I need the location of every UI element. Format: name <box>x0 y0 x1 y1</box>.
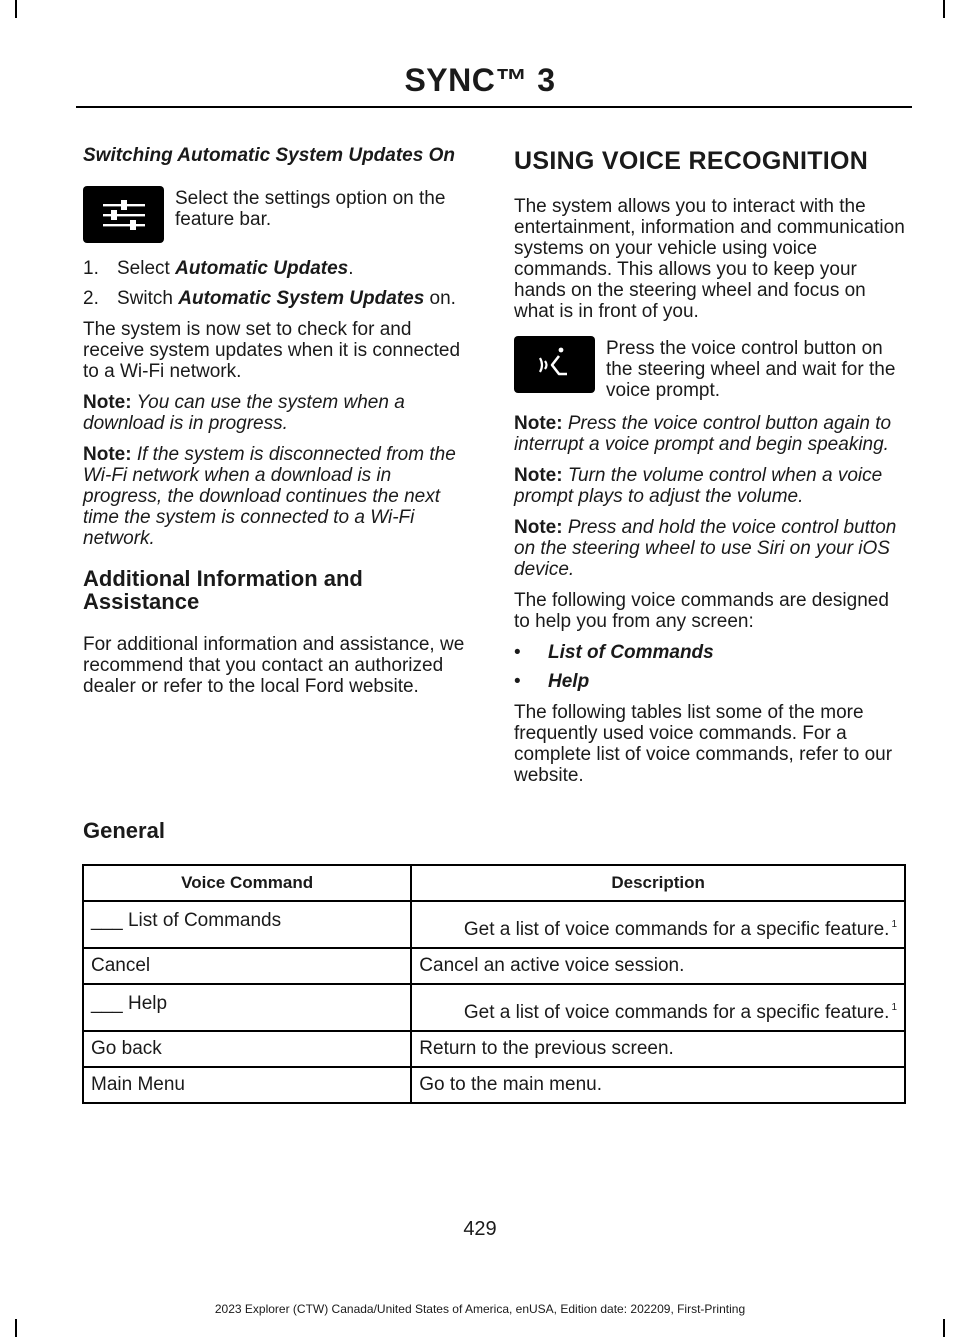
command-cell: Cancel <box>83 948 411 984</box>
update-steps-list <box>83 258 473 309</box>
table-row <box>83 948 905 984</box>
step-suffix: on. <box>424 288 456 309</box>
step-item <box>83 288 473 309</box>
list-item <box>514 642 907 663</box>
table-row <box>83 984 905 1031</box>
note-text: If the system is disconnected from the Wi-Fi network when a download is in progress, the download continues the next time the system is connected to a Wi-Fi network. <box>83 444 456 549</box>
voice-instruction-text: Press the voice control button on the steering wheel and wait for the voice prompt. <box>606 338 896 401</box>
step-text <box>117 258 354 279</box>
step-prefix: Select <box>117 258 176 279</box>
note-disconnected <box>83 444 473 549</box>
note-label: Note: <box>514 413 563 434</box>
footnote-marker: 1 <box>891 919 897 930</box>
list-item <box>514 671 907 692</box>
bullet-dot: • <box>514 671 521 692</box>
command-cell: ___ List of Commands <box>83 901 411 948</box>
note-interrupt-prompt <box>514 413 907 455</box>
crop-mark-bottom-left <box>15 1319 17 1337</box>
settings-instruction-text: Select the settings option on the feature bar. <box>175 188 446 230</box>
page-footer: 2023 Explorer (CTW) Canada/United States of America, enUSA, Edition date: 202209, First-Printing <box>214 1302 746 1316</box>
page-number: 429 <box>463 1218 497 1240</box>
description-text: Go to the main menu. <box>419 1074 602 1095</box>
left-column <box>83 146 473 697</box>
crop-mark-top-right <box>943 0 945 18</box>
header-divider <box>76 106 912 108</box>
any-screen-paragraph: The following voice commands are designed to help you from any screen: <box>514 590 889 632</box>
description-text: Get a list of voice commands for a specific feature. <box>463 1002 890 1023</box>
description-cell <box>411 1031 905 1067</box>
settings-instruction-row <box>83 186 473 243</box>
description-text: Return to the previous screen. <box>419 1038 674 1059</box>
note-text: Press and hold the voice control button on the steering wheel to use Siri on your iOS device. <box>514 517 897 580</box>
note-label: Note: <box>83 444 132 465</box>
step-emphasis: Automatic System Updates <box>178 288 425 309</box>
description-cell <box>411 901 905 948</box>
note-label: Note: <box>83 392 132 413</box>
note-text: You can use the system when a download is in progress. <box>83 392 405 434</box>
step-text <box>117 288 456 309</box>
step-prefix: Switch <box>117 288 179 309</box>
voice-intro-paragraph: The system allows you to interact with the entertainment, information and communication systems on your vehicle using voice commands. This allows you to keep your hands on the steering wheel and focus on what is in front of you. <box>514 196 905 322</box>
additional-info-paragraph: For additional information and assistance, we recommend that you contact an authorized dealer or refer to the local Ford website. <box>83 634 465 697</box>
note-text: Press the voice control button again to interrupt a voice prompt and begin speaking. <box>514 413 892 455</box>
description-cell <box>411 948 905 984</box>
step-suffix: . <box>348 258 354 279</box>
description-cell <box>411 1067 905 1103</box>
table-row <box>83 901 905 948</box>
tables-intro-paragraph: The following tables list some of the more frequently used voice commands. For a complete list of voice commands, refer to our website. <box>514 702 893 786</box>
general-commands-table <box>82 864 906 1104</box>
command-cell: ___ Help <box>83 984 411 1031</box>
additional-info-heading: Additional Information and Assistance <box>83 566 363 614</box>
crop-mark-top-left <box>15 0 17 18</box>
crop-mark-bottom-right <box>943 1319 945 1337</box>
description-text: Get a list of voice commands for a specific feature. <box>463 919 890 940</box>
table-row <box>83 1031 905 1067</box>
step-item <box>83 258 473 279</box>
bullet-text: List of Commands <box>548 642 714 663</box>
table-row <box>83 1067 905 1103</box>
note-volume <box>514 465 907 507</box>
footnote-marker: 1 <box>891 1002 897 1013</box>
right-column <box>514 146 907 786</box>
description-cell <box>411 984 905 1031</box>
command-cell: Main Menu <box>83 1067 411 1103</box>
bullet-dot: • <box>514 642 521 663</box>
description-text: Cancel an active voice session. <box>419 955 685 976</box>
voice-control-icon <box>514 336 595 393</box>
column-header-voice-command: Voice Command <box>83 865 411 901</box>
note-text: Turn the volume control when a voice prompt plays to adjust the volume. <box>514 465 883 507</box>
table-header-row <box>83 865 905 901</box>
command-cell: Go back <box>83 1031 411 1067</box>
update-status-paragraph: The system is now set to check for and receive system updates when it is connected to a Wi-Fi network. <box>83 319 461 382</box>
voice-recognition-heading: USING VOICE RECOGNITION <box>514 147 869 175</box>
step-emphasis: Automatic Updates <box>175 258 349 279</box>
bullet-text: Help <box>548 671 590 692</box>
any-screen-commands-list <box>514 642 907 692</box>
settings-sliders-icon <box>83 186 164 243</box>
note-siri <box>514 517 907 580</box>
page-header-title: SYNC™ 3 <box>404 62 556 98</box>
step-number: 2. <box>83 288 99 309</box>
updates-subheading: Switching Automatic System Updates On <box>83 145 455 166</box>
general-heading: General <box>83 818 165 843</box>
step-number: 1. <box>83 258 99 279</box>
note-label: Note: <box>514 465 563 486</box>
note-download-in-progress <box>83 392 473 434</box>
column-header-description: Description <box>411 865 905 901</box>
note-label: Note: <box>514 517 563 538</box>
voice-instruction-row <box>514 336 907 401</box>
